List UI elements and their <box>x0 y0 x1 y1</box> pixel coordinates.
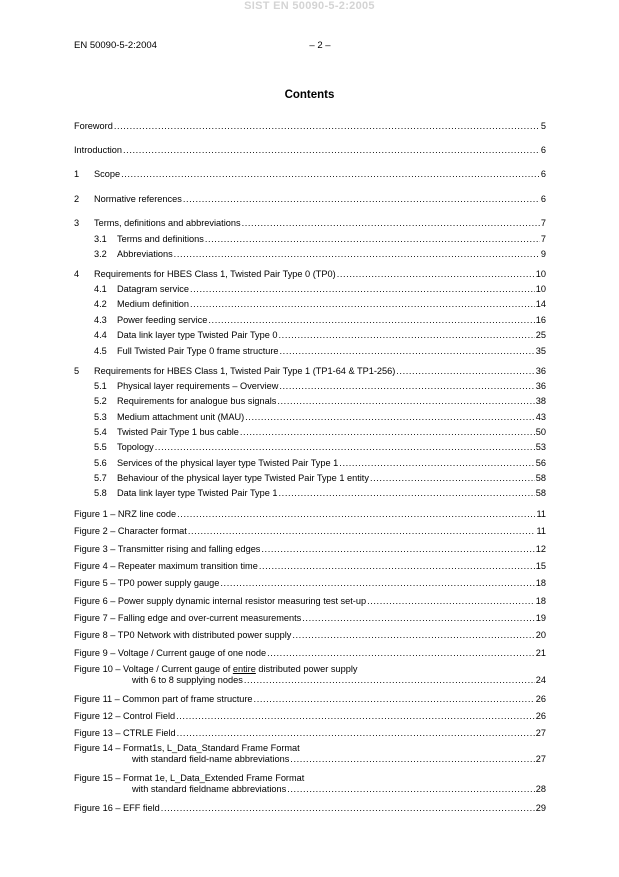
leader-dots <box>280 346 535 357</box>
figure-entry-page: 11 <box>536 526 546 536</box>
figure-entry-page: 27 <box>535 754 546 764</box>
toc-entry-3-2[interactable] <box>94 248 546 260</box>
leader-dots <box>114 121 540 132</box>
toc-entry-5-3[interactable] <box>94 411 546 423</box>
toc-entry-text: Full Twisted Pair Type 0 frame structure <box>117 346 279 356</box>
toc-entry-number: 3 <box>74 218 80 228</box>
toc-entry-text: Data link layer type Twisted Pair Type 0 <box>117 330 278 340</box>
figure-entry-text: Figure 11 – Common part of frame structure <box>74 694 253 704</box>
toc-entry-4-3[interactable] <box>94 314 546 326</box>
toc-entry-4-1[interactable] <box>94 283 546 295</box>
figure-entry-16[interactable] <box>74 802 546 814</box>
toc-entry-5-5[interactable] <box>94 441 546 453</box>
toc-entry-number: 4.1 <box>94 284 107 294</box>
page-title: Contents <box>284 89 335 101</box>
toc-entry-text: Physical layer requirements – Overview <box>117 381 279 391</box>
toc-entry-number: 5.1 <box>94 381 107 391</box>
toc-entry-2[interactable] <box>74 193 546 205</box>
toc-entry-number: 4.4 <box>94 330 107 340</box>
leader-dots <box>208 315 534 326</box>
leader-dots <box>259 561 535 572</box>
figure-entry-text: Figure 7 – Falling edge and over-current measurements <box>74 613 302 623</box>
toc-entry-1[interactable] <box>74 168 546 180</box>
toc-entry-number: 4.2 <box>94 299 107 309</box>
toc-entry-text: Medium attachment unit (MAU) <box>117 412 245 422</box>
toc-entry-page: 6 <box>540 169 546 179</box>
leader-dots <box>261 544 534 555</box>
toc-entry-page: 36 <box>535 366 546 376</box>
leader-dots <box>279 381 534 392</box>
leader-dots <box>205 234 540 245</box>
toc-entry-text: Services of the physical layer type Twisted Pair Type 1 <box>117 458 339 468</box>
figure-entry-text: Figure 9 – Voltage / Current gauge of one node <box>74 648 267 658</box>
toc-entry-text: Data link layer type Twisted Pair Type 1 <box>117 488 278 498</box>
leader-dots <box>367 596 535 607</box>
leader-dots <box>287 784 535 795</box>
toc-entry-page: 35 <box>535 346 546 356</box>
toc-entry-page: 14 <box>535 299 546 309</box>
toc-entry-text: Terms, definitions and abbreviations <box>94 218 241 228</box>
toc-entry-page: 36 <box>535 381 546 391</box>
toc-entry-page: 5 <box>540 121 546 131</box>
toc-entry-text: Scope <box>94 169 121 179</box>
document-id: EN 50090-5-2:2004 <box>74 40 157 51</box>
toc-entry-5[interactable] <box>74 365 546 377</box>
leader-dots <box>174 249 540 260</box>
toc-entry-page: 9 <box>540 249 546 259</box>
figure-entry-text: Figure 3 – Transmitter rising and falling edges <box>74 544 261 554</box>
leader-dots <box>267 648 535 659</box>
toc-entry-number: 2 <box>74 194 80 204</box>
figure-entry-6[interactable] <box>74 595 546 607</box>
toc-entry-page: 53 <box>535 442 546 452</box>
figure-entry-text: Figure 1 – NRZ line code <box>74 509 177 519</box>
toc-entry-number: 4.5 <box>94 346 107 356</box>
figure-entry-text: Figure 2 – Character format <box>74 526 187 536</box>
figure-entry-page: 19 <box>535 613 546 623</box>
figure-entry-page: 26 <box>535 694 546 704</box>
toc-entry-text: Normative references <box>94 194 182 204</box>
figure-entry-line1: Figure 14 – Format1s, L_Data_Standard Frame Format <box>74 743 300 753</box>
toc-entry-page: 7 <box>540 218 546 228</box>
toc-entry-4-4[interactable] <box>94 329 546 341</box>
toc-entry-number: 4 <box>74 269 80 279</box>
figure-entry-12[interactable] <box>74 710 546 722</box>
toc-entry-page: 10 <box>535 284 546 294</box>
figure-entry-page: 27 <box>535 728 546 738</box>
toc-entry-text: Introduction <box>74 145 123 155</box>
leader-dots <box>177 728 535 739</box>
figure-entry-text: Figure 4 – Repeater maximum transition time <box>74 561 258 571</box>
toc-entry-text: Topology <box>117 442 154 452</box>
toc-entry-number: 5 <box>74 366 80 376</box>
toc-entry-number: 5.4 <box>94 427 107 437</box>
toc-entry-text: Abbreviations <box>117 249 173 259</box>
figure-entry-page: 29 <box>535 803 546 813</box>
figure-entry-line2 <box>74 784 546 795</box>
toc-entry-3[interactable] <box>74 217 546 229</box>
figure-entry-underlined: entire <box>232 664 256 674</box>
figure-entry-1[interactable] <box>74 508 546 520</box>
figure-entry-page: 18 <box>535 578 546 588</box>
toc-entry-number: 5.2 <box>94 396 107 406</box>
leader-dots <box>183 194 540 205</box>
figure-entry-line2 <box>74 675 546 686</box>
figure-entry-11[interactable] <box>74 693 546 705</box>
toc-entry-number: 1 <box>74 169 80 179</box>
leader-dots <box>279 488 535 499</box>
figure-entry-text: with standard fieldname abbreviations <box>132 784 287 794</box>
leader-dots <box>188 526 536 537</box>
toc-entry-text: Power feeding service <box>117 315 208 325</box>
toc-entry-number: 5.7 <box>94 473 107 483</box>
toc-entry-number: 5.6 <box>94 458 107 468</box>
toc-entry-5-6[interactable] <box>94 457 546 469</box>
toc-entry-text: Datagram service <box>117 284 189 294</box>
figure-entry-text: distributed power supply <box>255 664 358 674</box>
figure-entry-text: Figure 6 – Power supply dynamic internal resistor measuring test set-up <box>74 596 367 606</box>
toc-entry-text: Behaviour of the physical layer type Twisted Pair Type 1 entity <box>117 473 369 483</box>
figure-entry-4[interactable] <box>74 560 546 572</box>
figure-entry-text: Figure 16 – EFF field <box>74 803 160 813</box>
toc-entry-5-1[interactable] <box>94 380 546 392</box>
leader-dots <box>339 458 534 469</box>
leader-dots <box>121 169 540 180</box>
toc-entry-5-4[interactable] <box>94 426 546 438</box>
toc-entry-text: Requirements for HBES Class 1, Twisted Pair Type 0 (TP0) <box>94 269 336 279</box>
leader-dots <box>245 412 535 423</box>
leader-dots <box>155 442 535 453</box>
toc-entry-3-1[interactable] <box>94 233 546 245</box>
leader-dots <box>244 675 535 686</box>
toc-entry-page: 7 <box>540 234 546 244</box>
figure-entry-3[interactable] <box>74 543 546 555</box>
leader-dots <box>240 427 535 438</box>
toc-entry-page: 43 <box>535 412 546 422</box>
toc-entry-page: 6 <box>540 145 546 155</box>
toc-entry-page: 50 <box>535 427 546 437</box>
figure-entry-9[interactable] <box>74 647 546 659</box>
leader-dots <box>242 218 540 229</box>
leader-dots <box>220 578 534 589</box>
toc-entry-5-7[interactable] <box>94 472 546 484</box>
figure-entry-page: 15 <box>535 561 546 571</box>
figure-entry-10[interactable] <box>74 664 546 686</box>
toc-entry-number: 5.3 <box>94 412 107 422</box>
figure-entry-2[interactable] <box>74 525 546 537</box>
toc-entry-page: 56 <box>535 458 546 468</box>
figure-entry-7[interactable] <box>74 612 546 624</box>
toc-entry-number: 4.3 <box>94 315 107 325</box>
toc-entry-page: 58 <box>535 488 546 498</box>
leader-dots <box>254 694 535 705</box>
toc-entry-4[interactable] <box>74 268 546 280</box>
figure-entry-page: 21 <box>535 648 546 658</box>
figure-entry-15[interactable] <box>74 773 546 795</box>
figure-entry-13[interactable] <box>74 727 546 739</box>
leader-dots <box>176 711 535 722</box>
figure-entry-text: Figure 5 – TP0 power supply gauge <box>74 578 220 588</box>
page-number: – 2 – <box>309 40 331 51</box>
figure-entry-page: 26 <box>535 711 546 721</box>
leader-dots <box>290 754 534 765</box>
figure-entry-page: 24 <box>535 675 546 685</box>
figure-entry-page: 11 <box>536 509 546 519</box>
leader-dots <box>370 473 535 484</box>
leader-dots <box>123 145 540 156</box>
leader-dots <box>277 396 534 407</box>
leader-dots <box>396 366 534 377</box>
figure-entry-8[interactable] <box>74 629 546 641</box>
toc-entry-page: 10 <box>535 269 546 279</box>
figure-entry-line2 <box>74 754 546 765</box>
toc-entry-text: Terms and definitions <box>117 234 204 244</box>
figure-entry-5[interactable] <box>74 577 546 589</box>
toc-entry-page: 25 <box>535 330 546 340</box>
leader-dots <box>292 630 534 641</box>
figure-entry-text: with standard field-name abbreviations <box>132 754 290 764</box>
leader-dots <box>302 613 535 624</box>
figure-entry-line1: Figure 15 – Format 1e, L_Data_Extended Frame Format <box>74 773 305 783</box>
figure-entry-14[interactable] <box>74 743 546 765</box>
toc-entry-4-2[interactable] <box>94 298 546 310</box>
toc-entry-text: Requirements for analogue bus signals <box>117 396 277 406</box>
toc-entry-number: 5.8 <box>94 488 107 498</box>
figure-entry-text: with 6 to 8 supplying nodes <box>132 675 243 685</box>
leader-dots <box>161 803 535 814</box>
toc-entry-number: 3.1 <box>94 234 107 244</box>
figure-entry-page: 12 <box>535 544 546 554</box>
toc-entry-text: Twisted Pair Type 1 bus cable <box>117 427 239 437</box>
figure-entry-page: 20 <box>535 630 546 640</box>
toc-entry-foreword[interactable] <box>74 120 546 132</box>
toc-entry-page: 6 <box>540 194 546 204</box>
figure-entry-line1 <box>74 664 546 675</box>
toc-entry-number: 5.5 <box>94 442 107 452</box>
toc-entry-5-2[interactable] <box>94 395 546 407</box>
toc-entry-number: 3.2 <box>94 249 107 259</box>
figure-entry-text: Figure 8 – TP0 Network with distributed power supply <box>74 630 292 640</box>
toc-entry-text: Foreword <box>74 121 113 131</box>
figure-entry-text: Figure 13 – CTRLE Field <box>74 728 176 738</box>
leader-dots <box>279 330 535 341</box>
figure-entry-page: 18 <box>535 596 546 606</box>
leader-dots <box>177 509 535 520</box>
toc-entry-5-8[interactable] <box>94 487 546 499</box>
figure-entry-text: Figure 10 – Voltage / Current gauge of <box>74 664 233 674</box>
toc-entry-page: 38 <box>535 396 546 406</box>
toc-entry-text: Requirements for HBES Class 1, Twisted Pair Type 1 (TP1-64 & TP1-256) <box>94 366 396 376</box>
toc-entry-introduction[interactable] <box>74 144 546 156</box>
watermark: SIST EN 50090-5-2:2005 <box>244 0 375 12</box>
toc-entry-page: 58 <box>535 473 546 483</box>
figure-entry-page: 28 <box>535 784 546 794</box>
toc-entry-page: 16 <box>535 315 546 325</box>
toc-entry-text: Medium definition <box>117 299 190 309</box>
leader-dots <box>337 269 535 280</box>
figure-entry-text: Figure 12 – Control Field <box>74 711 176 721</box>
toc-entry-4-5[interactable] <box>94 345 546 357</box>
leader-dots <box>190 284 535 295</box>
leader-dots <box>190 299 535 310</box>
